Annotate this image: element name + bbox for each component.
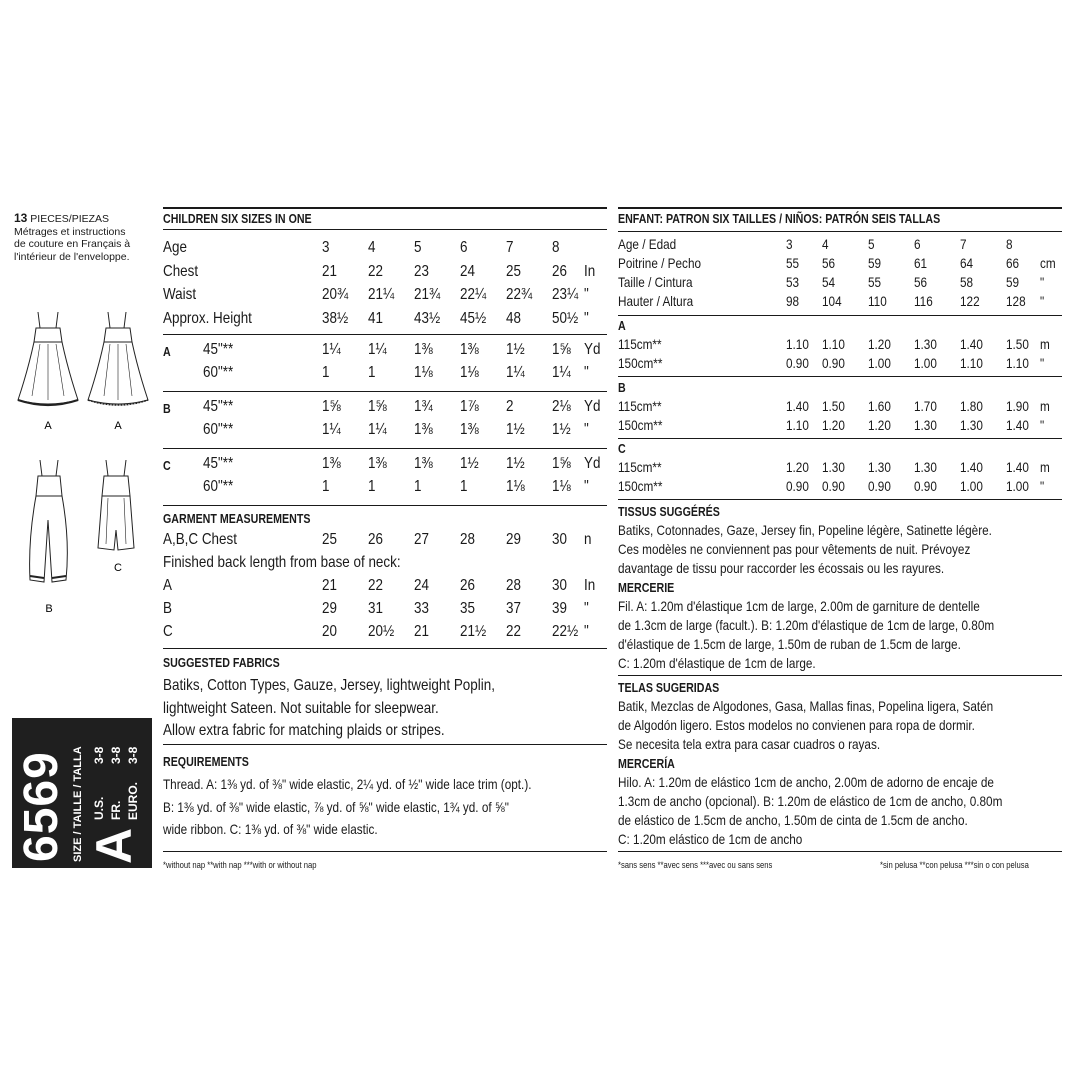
meterage-row-value: 0.90 — [868, 478, 891, 494]
body-measure-row-value: 104 — [822, 293, 842, 309]
telas-line: Batik, Mezclas de Algodones, Gasa, Mallas finas, Popelina ligera, Satén — [618, 698, 994, 714]
garment-chest-row-label: A,B,C Chest — [163, 531, 237, 548]
meterage-row-value: 1.60 — [868, 398, 891, 414]
finished-length-row-label: C — [163, 623, 173, 640]
yardage-row-value: 1½ — [460, 455, 479, 472]
divider-rule — [618, 315, 1062, 316]
footnote-es: *sin pelusa **con pelusa ***sin o con pelusa — [880, 860, 1029, 870]
meterage-row-value: 0.90 — [822, 355, 845, 371]
yardage-row-value: 2 — [506, 398, 514, 415]
meterage-row-value: 1.70 — [914, 398, 937, 414]
yardage-row-value: 1½ — [506, 421, 525, 438]
meterage-row-value: 1.40 — [1006, 417, 1029, 433]
meterage-row-value: 1.30 — [960, 417, 983, 433]
meterage-row-label: 150cm** — [618, 417, 663, 433]
divider-rule — [163, 648, 607, 649]
finished-length-row-value: 24 — [414, 577, 429, 594]
yardage-row-value: 1½ — [506, 341, 525, 358]
body-measure-row-value: 20¾ — [322, 286, 349, 303]
meterage-row-value: 1.80 — [960, 398, 983, 414]
yardage-row-unit: " — [584, 478, 589, 495]
yardage-row-unit: Yd — [584, 341, 601, 358]
body-measure-row-value: 24 — [460, 262, 475, 280]
body-measure-row-value: 66 — [1006, 255, 1020, 271]
divider-rule — [618, 499, 1062, 500]
body-measure-row-value: 23¼ — [552, 286, 579, 303]
size-letter: A — [86, 827, 142, 864]
mercerie-title: MERCERIE — [618, 580, 675, 595]
divider-rule — [618, 438, 1062, 439]
body-measure-row-value: 128 — [1006, 293, 1026, 309]
yardage-row-value: 1 — [368, 364, 376, 381]
body-measure-row-value: 22¼ — [460, 286, 487, 303]
view-letter: B — [618, 380, 626, 395]
meterage-row-value: 1.10 — [822, 336, 845, 352]
body-measure-row-value: 22 — [368, 262, 383, 280]
divider-rule — [618, 207, 1062, 209]
view-letter: A — [618, 318, 626, 333]
finished-length-row-value: 22 — [506, 623, 521, 640]
meterage-row-value: 1.10 — [786, 417, 809, 433]
requirements-line: B: 1⅜ yd. of ⅜" wide elastic, ⅞ yd. of ⅝" wide elastic, 1¾ yd. of ⅝" — [163, 798, 509, 815]
size-box — [12, 718, 152, 868]
meterage-row-value: 1.50 — [1006, 336, 1029, 352]
body-measure-row-value: 21¼ — [368, 286, 395, 303]
pieces-heading — [14, 212, 164, 226]
body-measure-row-unit: cm — [1040, 255, 1056, 271]
body-measure-row-value: 43½ — [414, 309, 441, 327]
body-measure-row-value: 4 — [822, 236, 829, 252]
body-measure-row-value: 55 — [868, 274, 882, 290]
finished-length-row-value: 22½ — [552, 623, 579, 640]
finished-length-row-value: 20 — [322, 623, 337, 640]
finished-length-row-unit: In — [584, 577, 596, 594]
merceria-line: de elástico de 1.5cm de ancho, 1.50m de cinta de 1.5cm de ancho. — [618, 812, 968, 828]
yardage-row-value: 1⅜ — [414, 455, 433, 472]
body-measure-row-value: 23 — [414, 262, 429, 280]
yardage-row-label: 60"** — [203, 421, 234, 438]
body-measure-row-label: Age — [163, 239, 187, 256]
divider-rule — [163, 505, 607, 506]
body-measure-row-value: 122 — [960, 293, 980, 309]
footnote-fr: *sans sens **avec sens ***avec ou sans sens — [618, 860, 773, 870]
meterage-row-value: 1.30 — [868, 459, 891, 475]
finished-length-row-value: 29 — [322, 600, 337, 617]
meterage-row-label: 115cm** — [618, 398, 662, 414]
yardage-row-value: 1⅜ — [460, 421, 479, 438]
meterage-row-unit: m — [1040, 459, 1050, 475]
body-measure-row-value: 21 — [322, 262, 337, 280]
footnote: *without nap **with nap ***with or without nap — [163, 860, 317, 870]
body-measure-row-value: 25 — [506, 262, 521, 280]
pattern-number: 6569 — [15, 751, 68, 862]
us-label: U.S. — [92, 796, 106, 820]
meterage-row-value: 1.10 — [786, 336, 809, 352]
telas-line: Se necesita tela extra para casar cuadros o rayas. — [618, 736, 881, 752]
finished-length-row-value: 22 — [368, 577, 383, 594]
body-measure-row-label: Waist — [163, 286, 197, 303]
body-measure-row-value: 3 — [322, 239, 330, 256]
body-measure-row-value: 5 — [868, 236, 875, 252]
yardage-row-value: 1½ — [552, 421, 571, 438]
yardage-row-value: 1⅛ — [506, 478, 525, 495]
finished-length-row-value: 35 — [460, 600, 475, 617]
divider-rule — [163, 391, 607, 392]
divider-rule — [163, 207, 607, 209]
yardage-row-unit: " — [584, 421, 589, 438]
yardage-row-value: 1⅛ — [414, 364, 433, 381]
fabrics-line: Allow extra fabric for matching plaids or stripes. — [163, 722, 445, 739]
body-measure-row-value: 59 — [1006, 274, 1020, 290]
finished-length-row-label: A — [163, 577, 172, 594]
suggested-fabrics-title: SUGGESTED FABRICS — [163, 655, 280, 670]
yardage-row-value: 1 — [322, 478, 330, 495]
garment-measurements-title: GARMENT MEASUREMENTS — [163, 511, 311, 526]
finished-length-row-unit: " — [584, 623, 589, 640]
meterage-row-unit: " — [1040, 417, 1045, 433]
view-label: C — [114, 562, 122, 574]
yardage-row-value: 1¼ — [368, 421, 387, 438]
pieces-note-line: Métrages et instructions — [14, 225, 126, 238]
yardage-row-label: 60"** — [203, 478, 234, 495]
body-measure-row-label: Chest — [163, 262, 199, 280]
body-measure-row-unit: " — [1040, 293, 1045, 309]
finished-length-row-unit: " — [584, 600, 589, 617]
body-measure-row-value: 4 — [368, 239, 376, 256]
pieces-label: PIECES/PIEZAS — [30, 213, 110, 225]
meterage-row-value: 0.90 — [914, 478, 937, 494]
meterage-row-value: 1.40 — [960, 336, 983, 352]
divider-rule — [618, 851, 1062, 852]
yardage-row-label: 45"** — [203, 455, 234, 472]
yardage-row-unit: Yd — [584, 398, 601, 415]
meterage-row-value: 1.00 — [960, 478, 983, 494]
fabrics-line: lightweight Sateen. Not suitable for sleepwear. — [163, 699, 439, 717]
en-section-title: CHILDREN SIX SIZES IN ONE — [163, 211, 312, 226]
meterage-row-label: 115cm** — [618, 336, 662, 352]
body-measure-row-value: 41 — [368, 309, 383, 327]
yardage-row-value: 1¼ — [322, 421, 341, 438]
finished-length-row-value: 37 — [506, 600, 521, 617]
meterage-row-value: 1.20 — [868, 336, 891, 352]
romper-c-sketch — [98, 460, 134, 550]
mercerie-line: de 1.3cm de large (facult.). B: 1.20m d'élastique de 1cm de large, 0.80m — [618, 617, 995, 633]
mercerie-line: d'élastique de 1.5cm de large, 1.50m de ruban de 1.5cm de large. — [618, 636, 961, 652]
meterage-row-value: 1.30 — [914, 336, 937, 352]
yardage-row-value: 1⅛ — [552, 478, 571, 495]
yardage-row-value: 1 — [368, 478, 376, 495]
divider-rule — [163, 448, 607, 449]
body-measure-row-value: 7 — [960, 236, 967, 252]
garment-chest-row-unit: n — [584, 531, 592, 548]
body-measure-row-value: 22¾ — [506, 286, 533, 303]
yardage-row-value: 1⅜ — [414, 341, 433, 358]
yardage-row-value: 1 — [460, 478, 468, 495]
meterage-row-unit: m — [1040, 336, 1050, 352]
yardage-row-value: 1½ — [506, 455, 525, 472]
finished-length-label: Finished back length from base of neck: — [163, 554, 401, 571]
body-measure-row-unit: " — [584, 309, 589, 327]
meterage-row-unit: " — [1040, 478, 1045, 494]
finished-length-row-label: B — [163, 600, 172, 617]
euro-label: EURO. — [126, 781, 140, 820]
meterage-row-value: 1.00 — [1006, 478, 1029, 494]
yardage-row-value: 1⅜ — [322, 455, 341, 472]
garment-chest-row-value: 30 — [552, 531, 567, 548]
yardage-row-value: 1⅝ — [368, 398, 387, 415]
yardage-row-value: 2⅛ — [552, 398, 571, 415]
merceria-line: 1.3cm de ancho (opcional). B: 1.20m de elástico de 1cm de ancho, 0.80m — [618, 793, 1003, 809]
garment-chest-row-value: 29 — [506, 531, 521, 548]
yardage-row-value: 1⅞ — [460, 398, 479, 415]
finished-length-row-value: 30 — [552, 577, 567, 594]
body-measure-row-value: 53 — [786, 274, 800, 290]
jumpsuit-b-sketch — [30, 460, 68, 582]
mercerie-line: C: 1.20m d'élastique de 1cm de large. — [618, 655, 816, 671]
body-measure-row-unit: In — [584, 262, 596, 280]
body-measure-row-value: 58 — [960, 274, 974, 290]
finished-length-row-value: 31 — [368, 600, 383, 617]
view-letter: B — [163, 401, 171, 416]
finished-length-row-value: 20½ — [368, 623, 395, 640]
meterage-row-value: 1.20 — [822, 417, 845, 433]
yardage-row-value: 1¼ — [506, 364, 525, 381]
meterage-row-value: 0.90 — [786, 478, 809, 494]
pieces-note-line: de couture en Français à — [14, 238, 131, 250]
view-label: B — [45, 603, 53, 615]
meterage-row-value: 1.10 — [960, 355, 983, 371]
body-measure-row-value: 59 — [868, 255, 882, 271]
merceria-line: C: 1.20m elástico de 1cm de ancho — [618, 831, 803, 847]
yardage-row-value: 1⅜ — [414, 421, 433, 438]
body-measure-row-value: 48 — [506, 309, 521, 327]
body-measure-row-value: 56 — [914, 274, 928, 290]
meterage-row-value: 1.30 — [914, 417, 937, 433]
body-measure-row-unit: " — [1040, 274, 1045, 290]
garment-chest-row-value: 25 — [322, 531, 337, 548]
body-measure-row-value: 26 — [552, 262, 567, 280]
divider-rule — [618, 376, 1062, 377]
yardage-row-value: 1¼ — [368, 341, 387, 358]
pieces-note-line: l'intérieur de l'enveloppe. — [14, 250, 130, 263]
body-measure-row-value: 8 — [552, 239, 560, 256]
meterage-row-value: 1.20 — [868, 417, 891, 433]
size-label: SIZE / TAILLE / TALLA — [72, 746, 84, 862]
body-measure-row-value: 5 — [414, 239, 422, 256]
mercerie-line: Fil. A: 1.20m d'élastique 1cm de large, 2.00m de garniture de dentelle — [618, 598, 980, 614]
fr-size-range — [109, 747, 123, 820]
tissus-line: Ces modèles ne conviennent pas pour vêtements de nuit. Prévoyez — [618, 541, 971, 557]
garment-chest-row-value: 27 — [414, 531, 429, 548]
body-measure-row-value: 56 — [822, 255, 836, 271]
body-measure-row-value: 116 — [914, 293, 933, 309]
meterage-row-label: 150cm** — [618, 355, 663, 371]
body-measure-row-value: 64 — [960, 255, 974, 271]
yardage-row-value: 1¼ — [322, 341, 341, 358]
garment-chest-row-value: 26 — [368, 531, 383, 548]
euro-range: 3-8 — [126, 746, 140, 764]
view-letter: C — [163, 458, 171, 473]
fabrics-line: Batiks, Cotton Types, Gauze, Jersey, lightweight Poplin, — [163, 677, 495, 694]
meterage-row-value: 1.90 — [1006, 398, 1029, 414]
meterage-row-value: 1.00 — [914, 355, 937, 371]
meterage-row-value: 0.90 — [822, 478, 845, 494]
yardage-row-value: 1¾ — [414, 398, 433, 415]
fr-range: 3-8 — [109, 746, 123, 764]
yardage-row-label: 45"** — [203, 341, 234, 358]
pieces-count: 13 — [14, 211, 28, 225]
us-range: 3-8 — [92, 746, 106, 764]
body-measure-row-value: 50½ — [552, 309, 579, 327]
yardage-row-value: 1⅝ — [552, 455, 571, 472]
body-measure-row-value: 110 — [868, 293, 887, 309]
meterage-row-value: 1.50 — [822, 398, 845, 414]
body-measure-row-value: 6 — [460, 239, 468, 256]
telas-title: TELAS SUGERIDAS — [618, 680, 720, 695]
meterage-row-value: 1.40 — [960, 459, 983, 475]
meterage-row-unit: m — [1040, 398, 1050, 414]
yardage-row-value: 1¼ — [552, 364, 571, 381]
body-measure-row-value: 45½ — [460, 309, 487, 327]
meterage-row-value: 1.10 — [1006, 355, 1029, 371]
yardage-row-label: 60"** — [203, 364, 234, 381]
yardage-row-value: 1⅛ — [460, 364, 479, 381]
finished-length-row-value: 33 — [414, 600, 429, 617]
tissus-line: Batiks, Cotonnades, Gaze, Jersey fin, Popeline légère, Satinette légère. — [618, 522, 992, 538]
meterage-row-value: 1.20 — [786, 459, 809, 475]
yardage-row-label: 45"** — [203, 398, 234, 415]
merceria-title: MERCERÍA — [618, 756, 675, 771]
divider-rule — [618, 231, 1062, 232]
euro-size-range — [126, 747, 140, 820]
body-measure-row-label: Poitrine / Pecho — [618, 255, 702, 271]
meterage-row-value: 1.40 — [786, 398, 809, 414]
finished-length-row-value: 21 — [414, 623, 429, 640]
dress-a-back-sketch — [88, 312, 148, 405]
divider-rule — [618, 675, 1062, 676]
divider-rule — [163, 851, 607, 852]
tissus-line: davantage de tissu pour raccorder les écossais ou les rayures. — [618, 560, 945, 576]
meterage-row-value: 0.90 — [786, 355, 809, 371]
dress-a-front-sketch — [18, 312, 78, 405]
body-measure-row-value: 61 — [914, 255, 928, 271]
yardage-row-value: 1 — [322, 364, 330, 381]
body-measure-row-value: 98 — [786, 293, 800, 309]
merceria-line: Hilo. A: 1.20m de elástico 1cm de ancho, 2.00m de adorno de encaje de — [618, 774, 994, 790]
body-measure-row-value: 7 — [506, 239, 514, 256]
finished-length-row-value: 21 — [322, 577, 337, 594]
tissus-title: TISSUS SUGGÉRÉS — [618, 504, 720, 519]
meterage-row-label: 150cm** — [618, 478, 663, 494]
requirements-title: REQUIREMENTS — [163, 754, 249, 769]
yardage-row-unit: " — [584, 364, 589, 381]
body-measure-row-unit: " — [584, 286, 589, 303]
body-measure-row-value: 8 — [1006, 236, 1013, 252]
yardage-row-unit: Yd — [584, 455, 601, 472]
meterage-row-unit: " — [1040, 355, 1045, 371]
meterage-row-value: 1.40 — [1006, 459, 1029, 475]
view-letter: A — [163, 344, 171, 359]
yardage-row-value: 1 — [414, 478, 422, 495]
garment-chest-row-value: 28 — [460, 531, 475, 548]
body-measure-row-label: Taille / Cintura — [618, 274, 693, 290]
requirements-line: Thread. A: 1⅜ yd. of ⅜" wide elastic, 2¼ yd. of ½" wide lace trim (opt.). — [163, 776, 532, 792]
body-measure-row-value: 54 — [822, 274, 836, 290]
telas-line: de Algodón ligero. Estos modelos no convienen para ropa de dormir. — [618, 717, 975, 733]
meterage-row-label: 115cm** — [618, 459, 662, 475]
finished-length-row-value: 39 — [552, 600, 567, 617]
fr-label: FR. — [109, 800, 123, 820]
yardage-row-value: 1⅜ — [368, 455, 387, 472]
body-measure-row-label: Age / Edad — [618, 236, 677, 252]
view-letter: C — [618, 441, 626, 456]
meterage-row-value: 1.00 — [868, 355, 891, 371]
pieces-info — [14, 212, 164, 263]
body-measure-row-label: Hauter / Altura — [618, 293, 694, 309]
finished-length-row-value: 21½ — [460, 623, 487, 640]
divider-rule — [163, 229, 607, 230]
body-measure-row-label: Approx. Height — [163, 309, 252, 327]
fr-section-title: ENFANT: PATRON SIX TAILLES / NIÑOS: PATRÓN SEIS TALLAS — [618, 211, 941, 226]
yardage-row-value: 1⅝ — [552, 341, 571, 358]
view-label: A — [44, 420, 52, 432]
body-measure-row-value: 6 — [914, 236, 921, 252]
view-label: A — [114, 420, 122, 432]
meterage-row-value: 1.30 — [822, 459, 845, 475]
divider-rule — [163, 334, 607, 335]
garment-sketches — [0, 300, 160, 620]
finished-length-row-value: 26 — [460, 577, 475, 594]
us-size-range — [92, 747, 106, 820]
body-measure-row-value: 55 — [786, 255, 800, 271]
requirements-line: wide ribbon. C: 1⅜ yd. of ⅜" wide elastic. — [163, 821, 378, 837]
body-measure-row-value: 38½ — [322, 309, 349, 327]
body-measure-row-value: 3 — [786, 236, 793, 252]
yardage-row-value: 1⅜ — [460, 341, 479, 358]
body-measure-row-value: 21¾ — [414, 286, 441, 303]
yardage-row-value: 1⅝ — [322, 398, 341, 415]
meterage-row-value: 1.30 — [914, 459, 937, 475]
divider-rule — [163, 744, 607, 745]
finished-length-row-value: 28 — [506, 577, 521, 594]
